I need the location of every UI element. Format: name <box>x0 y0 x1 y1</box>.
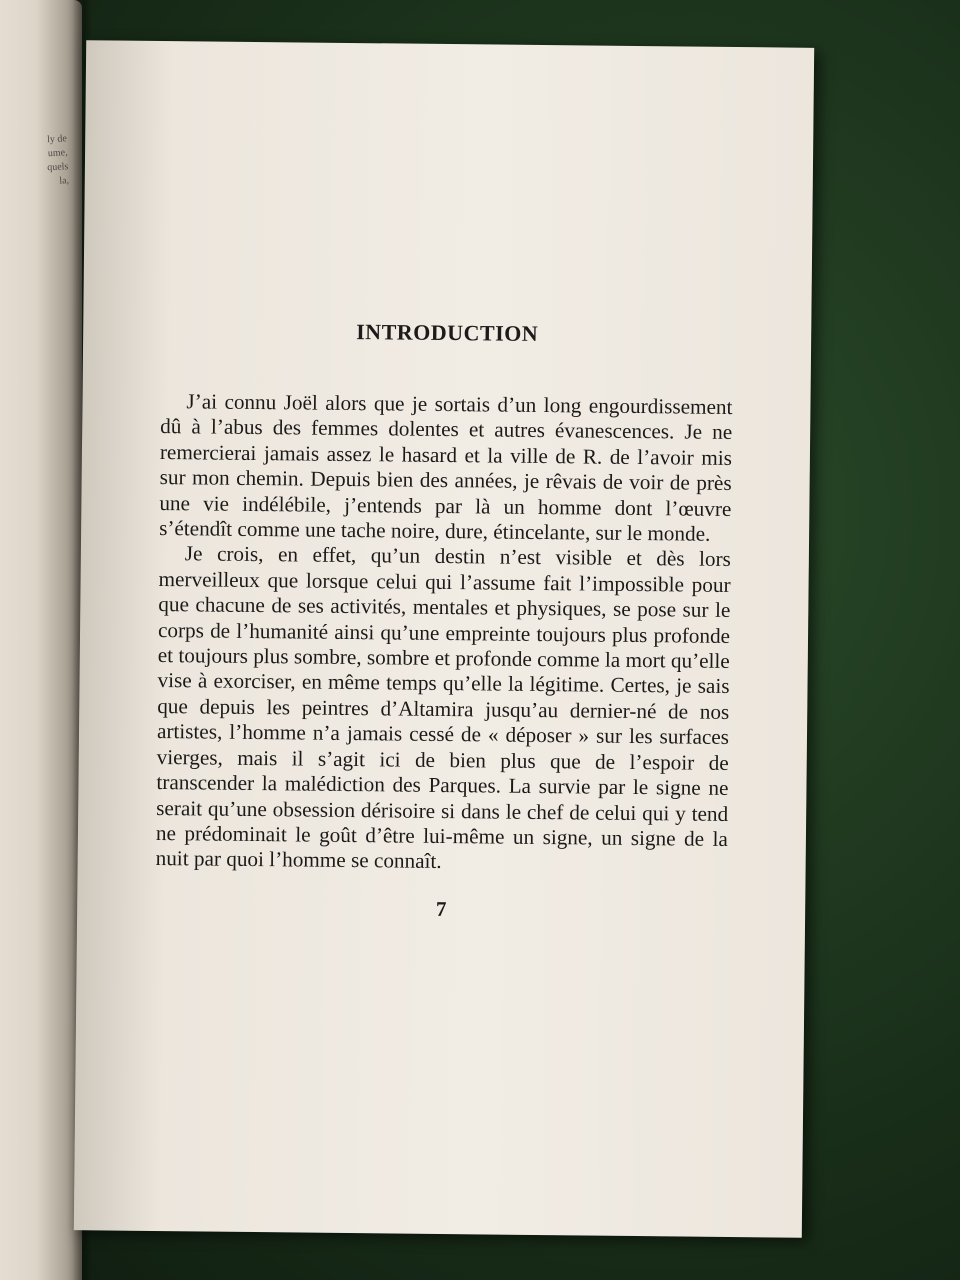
paragraph: Je crois, en effet, qu’un destin n’est visible et dès lors merveilleux que lorsque celui qui l’assume fait l’impossible pour que chacune de ses activités, mentales et physiques, se pose sur le corps de l’humanité ainsi qu’une empreinte toujours plus profonde et toujours plus sombre, sombre et profonde comme la mort qu’elle vise à exorciser, en même temps qu’elle la légitime. Certes, je sais que depuis les peintres d’Altamira jusqu’au dernier-né de nos artistes, l’homme n’a jamais cessé de « déposer » sur les surfaces vierges, mais il s’agit ici de bien plus que de l’espoir de transcender la malédiction des Parques. La survie par le signe ne serait qu’une obsession dérisoire si dans le chef de celui qui y tend ne prédominait le goût d’être lui-même un signe, un signe de la nuit par quoi l’homme se connaît. <box>155 541 731 874</box>
fragment-line: ly de <box>46 133 68 146</box>
fragment-line: ume, <box>47 147 68 160</box>
book-page <box>74 40 814 1238</box>
fragment-line: quels <box>46 161 69 174</box>
facing-page <box>0 0 82 1280</box>
fragment-line: la, <box>59 175 70 187</box>
page-number: 7 <box>435 896 447 921</box>
paragraph: J’ai connu Joël alors que je sortais d’un long engourdissement dû à l’abus des femmes dolentes et autres évanescences. Je ne remercierai jamais assez le hasard et la ville de R. de l’avoir mis sur mon chemin. Depuis bien des années, je rêvais de voir de près une vie indélébile, j’entends par là un homme dont l’œuvre s’étendît comme une tache noire, dure, étincelante, sur le monde. <box>159 389 733 546</box>
page-text-block <box>155 317 733 925</box>
facing-page-text-fragments <box>0 132 69 192</box>
chapter-title: INTRODUCTION <box>356 319 539 346</box>
